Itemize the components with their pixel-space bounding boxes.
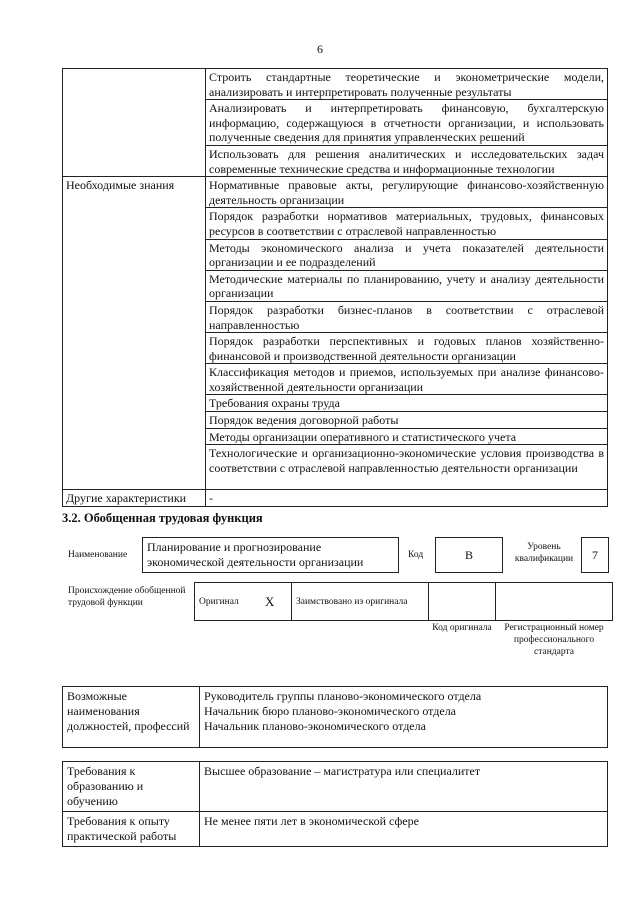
positions-label: Возможные наименования должностей, профессий bbox=[63, 687, 200, 748]
education-value: Высшее образование – магистратура или специалитет bbox=[200, 762, 608, 812]
code-label: Код bbox=[408, 550, 424, 560]
knowledge-item: Нормативные правовые акты, регулирующие финансово-хозяйственную деятельность организации bbox=[206, 177, 608, 208]
table-row bbox=[63, 69, 608, 100]
experience-label: Требования к опыту практической работы bbox=[63, 812, 200, 847]
table-row bbox=[63, 490, 608, 507]
table-row bbox=[63, 177, 608, 208]
level-box: 7 bbox=[581, 537, 609, 573]
origin-label: Происхождение обобщенной трудовой функции bbox=[68, 586, 186, 608]
page-number: 6 bbox=[317, 42, 323, 56]
table-row bbox=[63, 812, 608, 847]
reg-number-cell bbox=[496, 583, 613, 621]
knowledge-item: Требования охраны труда bbox=[206, 395, 608, 412]
position-item: Начальник планово-экономического отдела bbox=[204, 719, 426, 733]
positions-list bbox=[200, 687, 608, 748]
borrowed-label: Заимствовано из оригинала bbox=[292, 583, 429, 621]
position-item: Руководитель группы планово-экономического отдела bbox=[204, 689, 482, 703]
row-label bbox=[63, 69, 206, 177]
knowledge-item: Методы организации оперативного и статистического учета bbox=[206, 428, 608, 445]
reg-number-caption: Регистрационный номер профессионального стандарта bbox=[504, 623, 604, 657]
experience-value: Не менее пяти лет в экономической сфере bbox=[200, 812, 608, 847]
skill-item: Анализировать и интерпретировать финансовую, бухгалтерскую информацию, содержащуюся в отчетности организации, и использовать полученные сведения для принятия управленческих решений bbox=[206, 100, 608, 146]
code-original-cell bbox=[429, 583, 496, 621]
knowledge-item: Порядок разработки нормативов материальных, трудовых, финансовых ресурсов в соответствии с отраслевой направленностью bbox=[206, 208, 608, 239]
education-label: Требования к образованию и обучению bbox=[63, 762, 200, 812]
section-title: 3.2. Обобщенная трудовая функция bbox=[62, 511, 263, 525]
table-row bbox=[63, 687, 608, 748]
row-label-required-knowledge: Необходимые знания bbox=[63, 177, 206, 490]
requirements-table bbox=[62, 761, 608, 847]
other-item: - bbox=[206, 490, 608, 507]
knowledge-item: Технологические и организационно-экономические условия производства в соответствии с отраслевой направленностью деятельности организации bbox=[206, 445, 608, 490]
skill-item: Использовать для решения аналитических и исследовательских задач современные технические средства и информационные технологии bbox=[206, 145, 608, 176]
original-label: Оригинал bbox=[195, 583, 262, 621]
function-name-box: Планирование и прогнозирование экономической деятельности организации bbox=[142, 537, 399, 573]
name-label: Наименование bbox=[68, 550, 128, 560]
code-box: B bbox=[435, 537, 503, 573]
knowledge-item: Методические материалы по планированию, учету и анализу деятельности организации bbox=[206, 270, 608, 301]
knowledge-item: Классификация методов и приемов, используемых при анализе финансово-хозяйственной деятельности организации bbox=[206, 364, 608, 395]
row-label-other: Другие характеристики bbox=[63, 490, 206, 507]
code-original-caption: Код оригинала bbox=[432, 623, 492, 633]
skill-item: Строить стандартные теоретические и эконометрические модели, анализировать и интерпретировать полученные результаты bbox=[206, 69, 608, 100]
knowledge-item: Методы экономического анализа и учета показателей деятельности организации и ее подразделений bbox=[206, 239, 608, 270]
knowledge-item: Порядок ведения договорной работы bbox=[206, 412, 608, 429]
knowledge-item: Порядок разработки бизнес-планов в соответствии с отраслевой направленностью bbox=[206, 301, 608, 332]
origin-table bbox=[194, 582, 613, 621]
knowledge-skills-table bbox=[62, 68, 608, 507]
original-mark: X bbox=[261, 583, 292, 621]
level-label: Уровень квалификации bbox=[514, 542, 574, 564]
table-row bbox=[63, 762, 608, 812]
knowledge-item: Порядок разработки перспективных и годовых планов хозяйственно-финансовой и производственной деятельности организации bbox=[206, 333, 608, 364]
positions-table bbox=[62, 686, 608, 748]
position-item: Начальник бюро планово-экономического отдела bbox=[204, 704, 457, 718]
